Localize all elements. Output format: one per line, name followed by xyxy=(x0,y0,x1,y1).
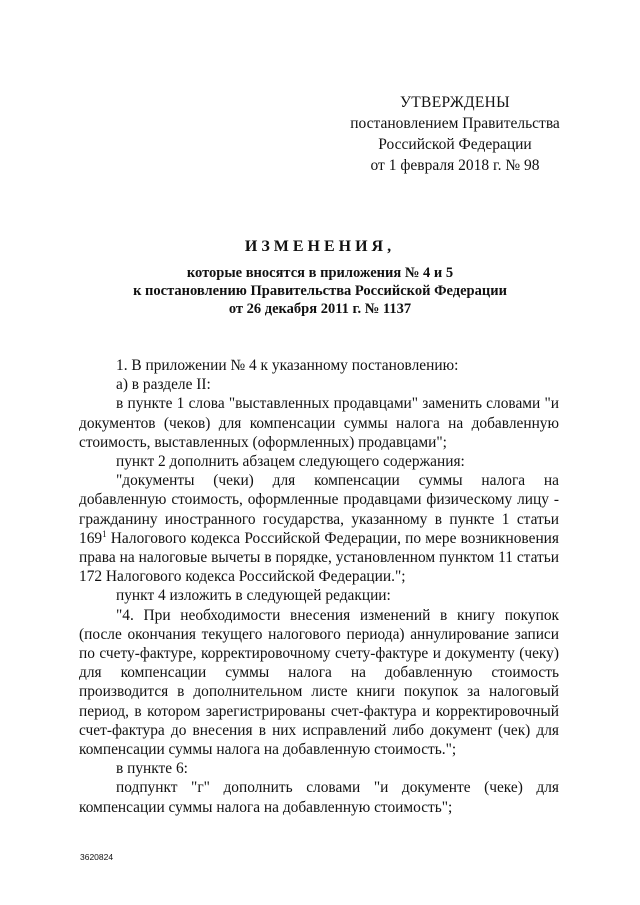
approval-line: от 1 февраля 2018 г. № 98 xyxy=(370,157,540,174)
paragraph xyxy=(79,471,559,586)
paragraph: 1. В приложении № 4 к указанному постановлению: xyxy=(116,357,459,374)
paragraph: а) в разделе II: xyxy=(116,376,211,394)
paragraph: подпункт "г" дополнить словами "и документе (чеке) для компенсации суммы налога на добавленную стоимость"; xyxy=(79,779,559,816)
subtitle-line: к постановлению Правительства Российской Федерации xyxy=(133,283,507,299)
approval-title: УТВЕРЖДЕНЫ xyxy=(400,94,510,111)
paragraph-text: "документы (чеки) для компенсации суммы налога на добавленную стоимость, оформленные продавцами физическому лицу - гражданину иностранного государства, указанному в пункте 1 статьи 169 xyxy=(79,472,559,547)
approval-line: постановлением Правительства xyxy=(350,115,560,132)
subtitle-line: которые вносятся в приложения № 4 и 5 xyxy=(186,265,454,281)
paragraph: в пункте 1 слова "выставленных продавцами" заменить словами "и документов (чеков) для компенсации суммы налога на добавленную стоимость, выставленных (оформленных) продавцами"; xyxy=(79,395,559,451)
paragraph: пункт 4 изложить в следующей редакции: xyxy=(116,587,391,605)
subtitle-line: от 26 декабря 2011 г. № 1137 xyxy=(228,301,412,317)
paragraph: "4. При необходимости внесения изменений в книгу покупок (после окончания текущего налогового периода) аннулирование записи по счету-фактуре, корректировочному счету-фактуре и документу (чеку) для компенсации суммы налога на добавленную стоимость производится в дополнительном листе книги покупок за налоговый период, в котором зарегистрированы счет-фактура и корректировочный счет-фактура до внесения в них исправлений либо документ (чек) для компенсации суммы налога на добавленную стоимость."; xyxy=(79,606,559,759)
document-number: 3620824 xyxy=(80,852,114,862)
document-subtitle xyxy=(0,264,640,318)
superscript: 1 xyxy=(102,528,107,539)
paragraph: в пункте 6: xyxy=(116,760,188,778)
paragraph-text: Налогового кодекса Российской Федерации, по мере возникновения права на налоговые вычеты в порядке, установленном пунктом 11 статьи 172 Налогового кодекса Российской Федерации."; xyxy=(79,529,559,586)
approval-block xyxy=(340,92,570,176)
approval-line: Российской Федерации xyxy=(378,136,532,153)
document-title: ИЗМЕНЕНИЯ, xyxy=(244,238,396,255)
document-body xyxy=(79,356,559,817)
paragraph: пункт 2 дополнить абзацем следующего содержания: xyxy=(116,453,465,471)
